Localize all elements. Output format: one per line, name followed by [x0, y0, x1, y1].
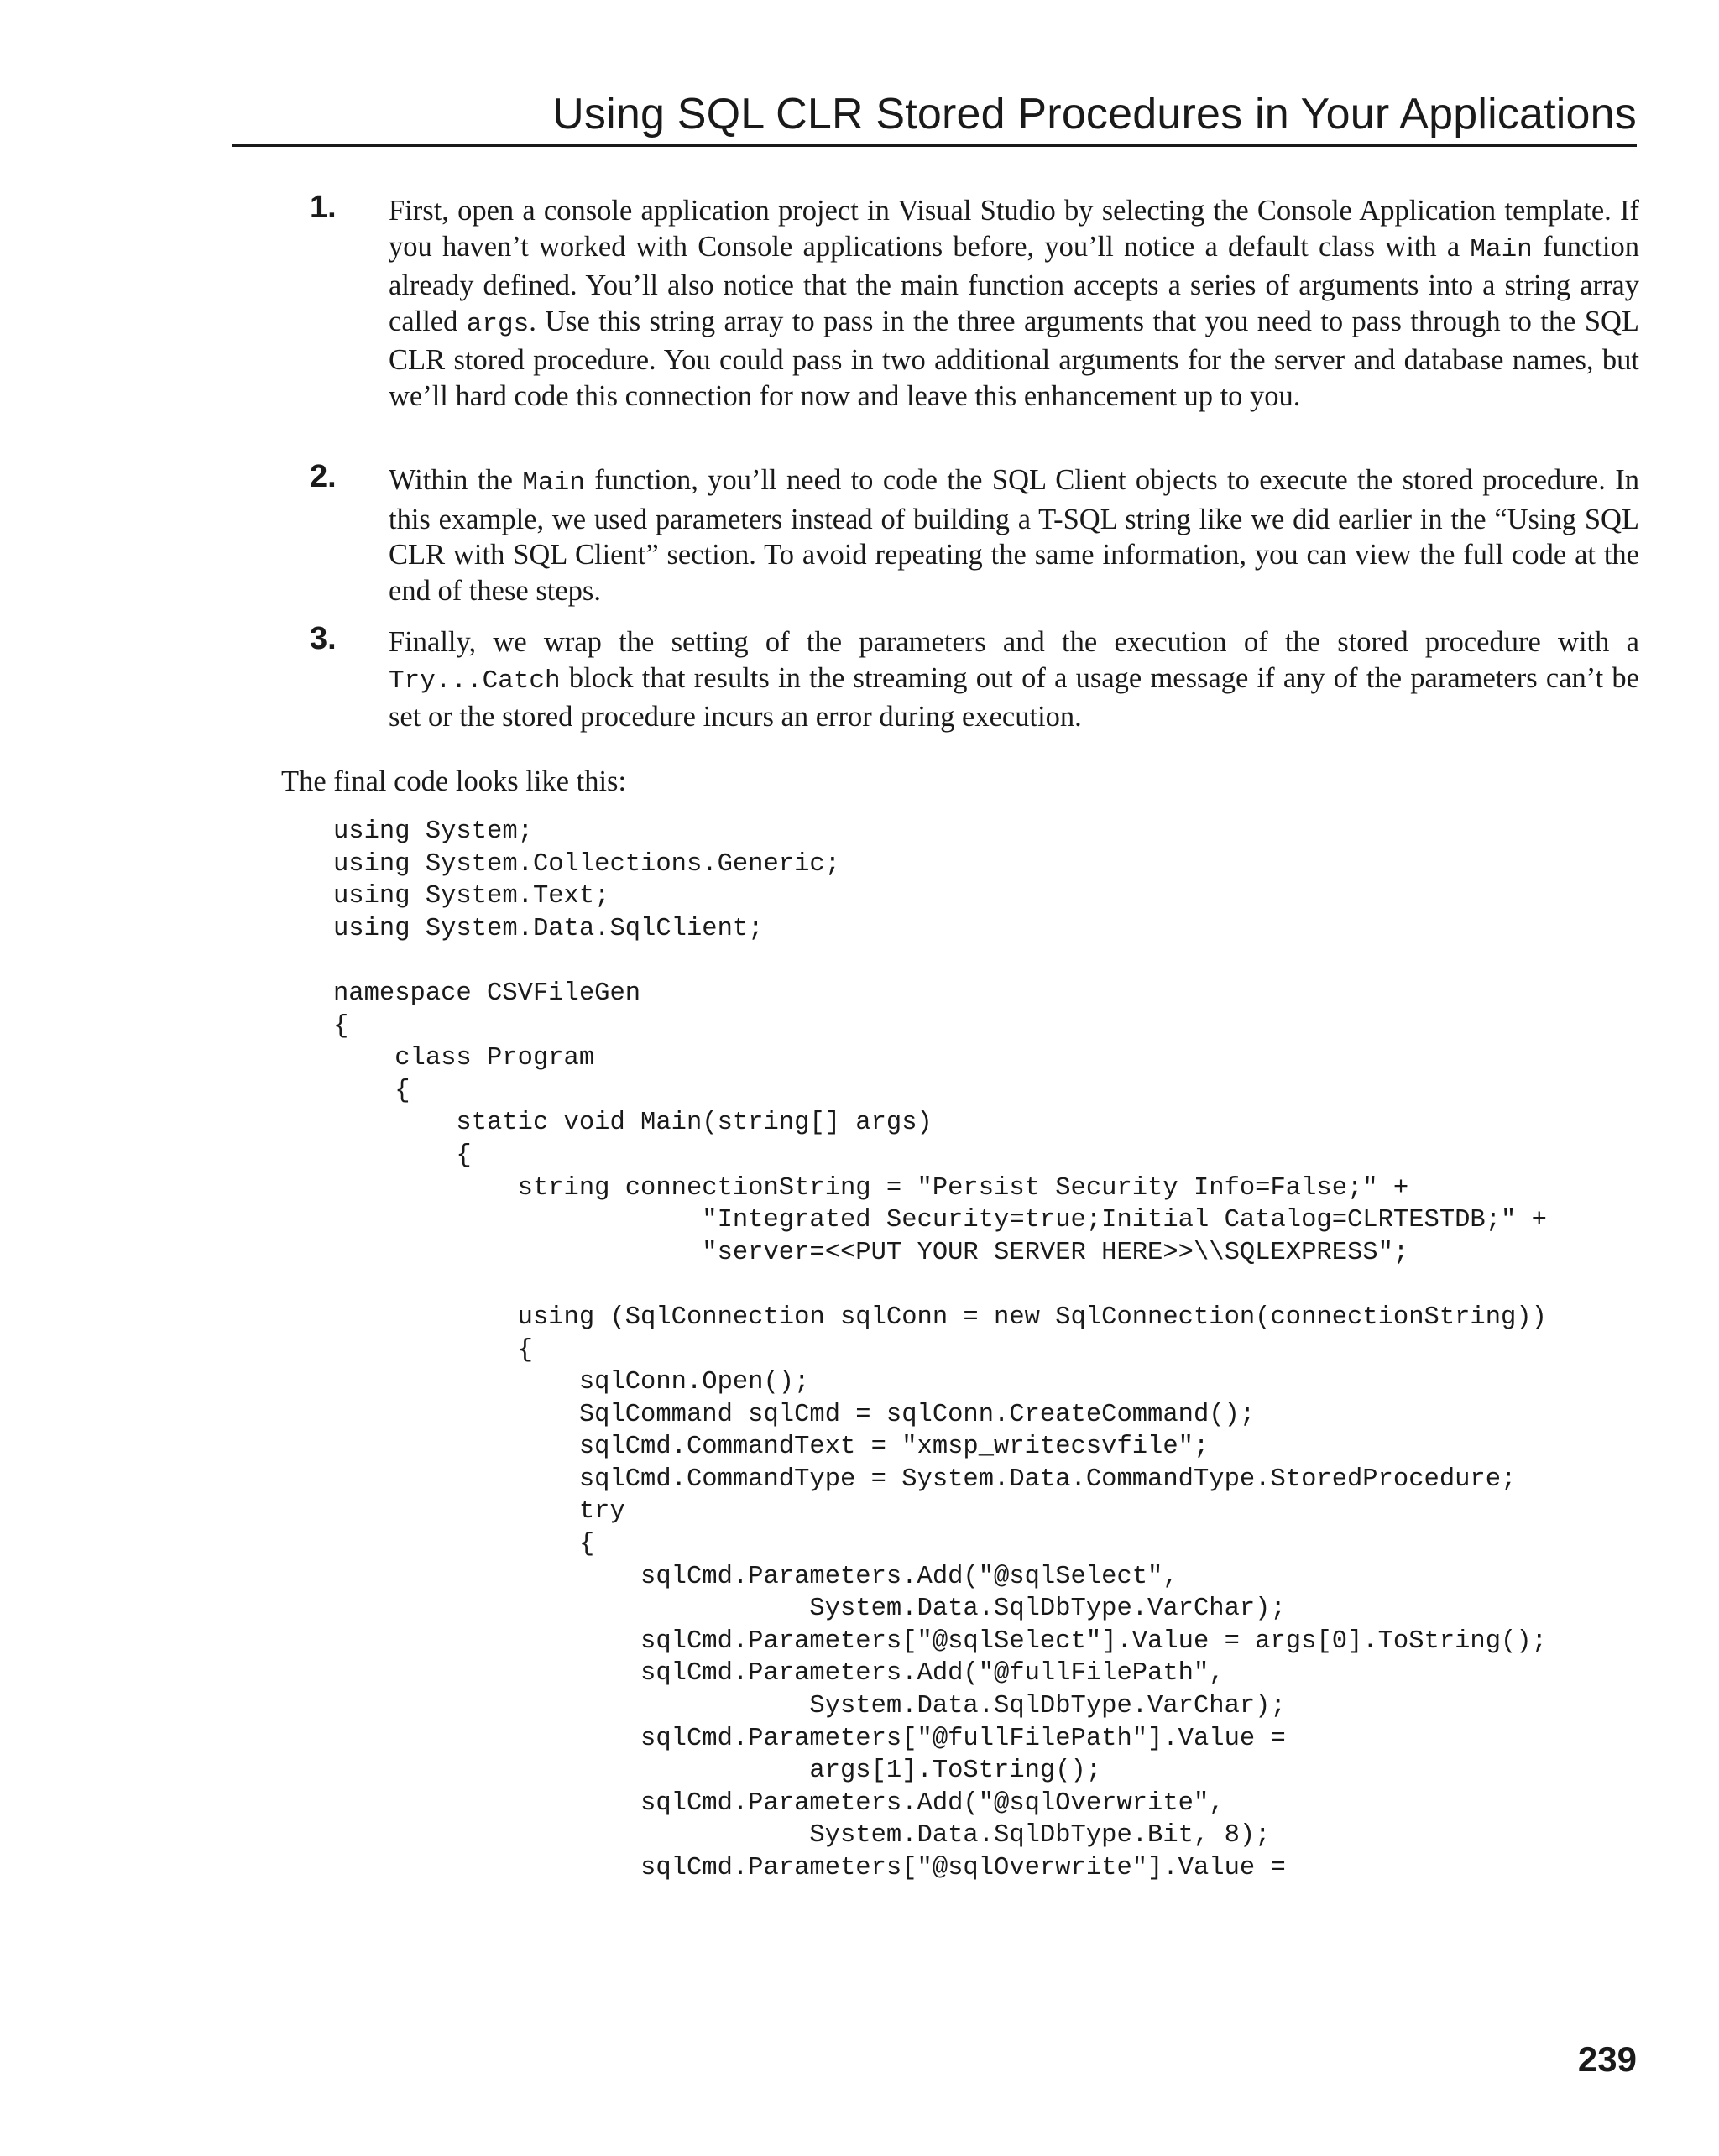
code-line: System.Data.SqlDbType.VarChar); [333, 1595, 1286, 1624]
code-intro-text: The final code looks like this: [281, 765, 627, 797]
code-line: using System.Collections.Generic; [333, 849, 840, 879]
code-line: using (SqlConnection sqlConn = new SqlConnection(connectionString)) [333, 1302, 1547, 1332]
step-text: . Use this string array to pass in the three arguments that you need to pass through to the SQL CLR stored procedure. You could pass in two additional arguments for the server and database names, but we’ll hard code this connection for now and leave this enhancement up to you. [389, 305, 1639, 412]
code-line: sqlConn.Open(); [333, 1368, 810, 1397]
code-line: namespace CSVFileGen [333, 979, 641, 1008]
code-line: { [333, 1011, 349, 1041]
page-header [232, 84, 1637, 147]
step-2 [310, 459, 1639, 608]
inline-code: Try...Catch [389, 666, 561, 696]
code-line: sqlCmd.CommandText = "xmsp_writecsvfile"; [333, 1433, 1210, 1462]
code-line: sqlCmd.Parameters["@sqlSelect"].Value = args[0].ToString(); [333, 1626, 1547, 1656]
inline-code: Main [1470, 234, 1533, 264]
code-line: string connectionString = "Persist Security Info=False;" + [333, 1173, 1409, 1203]
code-line: { [333, 1141, 472, 1170]
code-line: using System.Data.SqlClient; [333, 914, 764, 943]
code-line: args[1].ToString(); [333, 1757, 1102, 1786]
code-line: using System; [333, 817, 533, 846]
step-1 [310, 190, 1639, 415]
code-line: "Integrated Security=true;Initial Catalog=CLRTESTDB;" + [333, 1206, 1547, 1235]
step-text: Finally, we wrap the setting of the parameters and the execution of the stored procedure with a [389, 626, 1639, 658]
step-text: function already defined. You’ll also notice that the main function accepts a series of arguments into a string array called [389, 230, 1639, 337]
code-line: using System.Text; [333, 882, 610, 911]
code-line: sqlCmd.Parameters["@fullFilePath"].Value = [333, 1724, 1286, 1753]
code-line: class Program [333, 1044, 595, 1073]
code-line: sqlCmd.Parameters.Add("@sqlSelect", [333, 1562, 1178, 1591]
code-listing [333, 816, 1643, 1885]
step-text: First, open a console application project in Visual Studio by selecting the Console Application template. If you haven’t worked with Console applications before, you’ll notice a default class with a [389, 195, 1639, 263]
step-text: Within the [389, 464, 523, 496]
code-line: System.Data.SqlDbType.Bit, 8); [333, 1821, 1271, 1851]
code-line [333, 1269, 1643, 1302]
page-number: 239 [1577, 2039, 1637, 2079]
code-line: SqlCommand sqlCmd = sqlConn.CreateCommand(); [333, 1400, 1256, 1429]
code-line: sqlCmd.Parameters["@sqlOverwrite"].Value = [333, 1854, 1286, 1882]
step-3 [310, 621, 1639, 735]
running-header-title: Using SQL CLR Stored Procedures in Your Applications [552, 90, 1637, 138]
code-line: System.Data.SqlDbType.VarChar); [333, 1692, 1286, 1721]
code-line [333, 945, 1643, 978]
code-line: { [333, 1530, 595, 1559]
step-number: 1. [310, 190, 337, 225]
step-number: 3. [310, 621, 337, 656]
code-line: try [333, 1497, 625, 1527]
inline-code: Main [522, 468, 585, 498]
code-line: "server=<<PUT YOUR SERVER HERE>>\\SQLEXPRESS"; [333, 1238, 1409, 1267]
code-line: sqlCmd.CommandType = System.Data.CommandType.StoredProcedure; [333, 1464, 1517, 1494]
code-line: sqlCmd.Parameters.Add("@fullFilePath", [333, 1659, 1225, 1689]
code-line: sqlCmd.Parameters.Add("@sqlOverwrite", [333, 1788, 1225, 1818]
step-text: function, you’ll need to code the SQL Client objects to execute the stored procedure. In this example, we used parameters instead of building a T-SQL string like we did earlier in the “Using SQL CLR with SQL Client” section. To avoid repeating the same information, you can view the full code at the end of these steps. [389, 464, 1639, 607]
code-line: static void Main(string[] args) [333, 1109, 933, 1138]
code-line: { [333, 1335, 533, 1365]
inline-code: args [466, 309, 530, 339]
step-text: block that results in the streaming out of a usage message if any of the parameters can’t be set or the stored procedure incurs an error during execution. [389, 661, 1639, 733]
code-line: { [333, 1076, 410, 1105]
step-number: 2. [310, 459, 337, 494]
